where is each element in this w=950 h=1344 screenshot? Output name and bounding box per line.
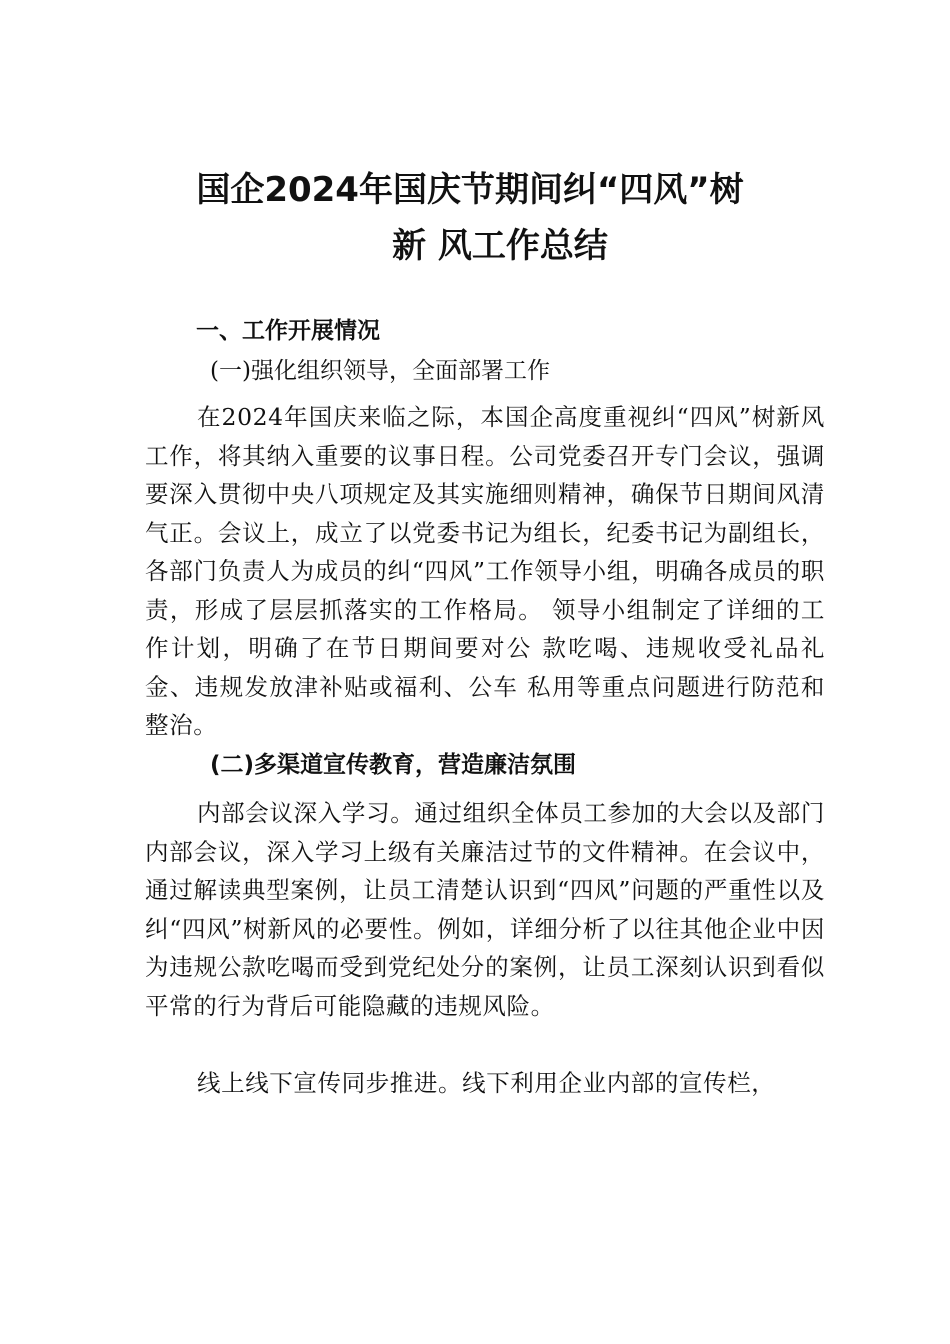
subsection-heading-1: (一)强化组织领导，全面部署工作 (210, 358, 550, 384)
body-paragraph-2: 内部会议深入学习。通过组织全体员工参加的大会以及部门内部会议，深入学习上级有关廉洁过节的文件精神。在会议中，通过解读典型案例，让员工清楚认识到“四风”问题的严重性以及纠“四风”树新风的必要性。例如，详细分析了以往其他企业中因为违规公款吃喝而受到党纪处分的案例，让员工深刻认识到看似平常的行为背后可能隐藏的违规风险。 (145, 799, 825, 1020)
subsection-heading-2: (二)多渠道宣传教育，营造廉洁氛围 (210, 752, 577, 778)
document-title-line-2: 新 风工作总结 (392, 226, 608, 266)
document-title-line-1: 国企2024年国庆节期间纠“四风”树 (196, 170, 744, 210)
section-heading-1: 一、工作开展情况 (196, 318, 380, 344)
body-paragraph-1: 在2024年国庆来临之际，本国企高度重视纠“四风”树新风工作，将其纳入重要的议事日程。公司党委召开专门会议，强调要深入贯彻中央八项规定及其实施细则精神，确保节日期间风清气正。会议上，成立了以党委书记为组长，纪委书记为副组长，各部门负责人为成员的纠“四风”工作领导小组，明确各成员的职责，形成了层层抓落实的工作格局。 领导小组制定了详细的工作计划，明确了在节日期间要对公 款吃喝、违规收受礼品礼金、违规发放津补贴或福利、公车 私用等重点问题进行防范和整治。 (145, 403, 825, 739)
body-paragraph-3: 线上线下宣传同步推进。线下利用企业内部的宣传栏， (197, 1069, 776, 1097)
